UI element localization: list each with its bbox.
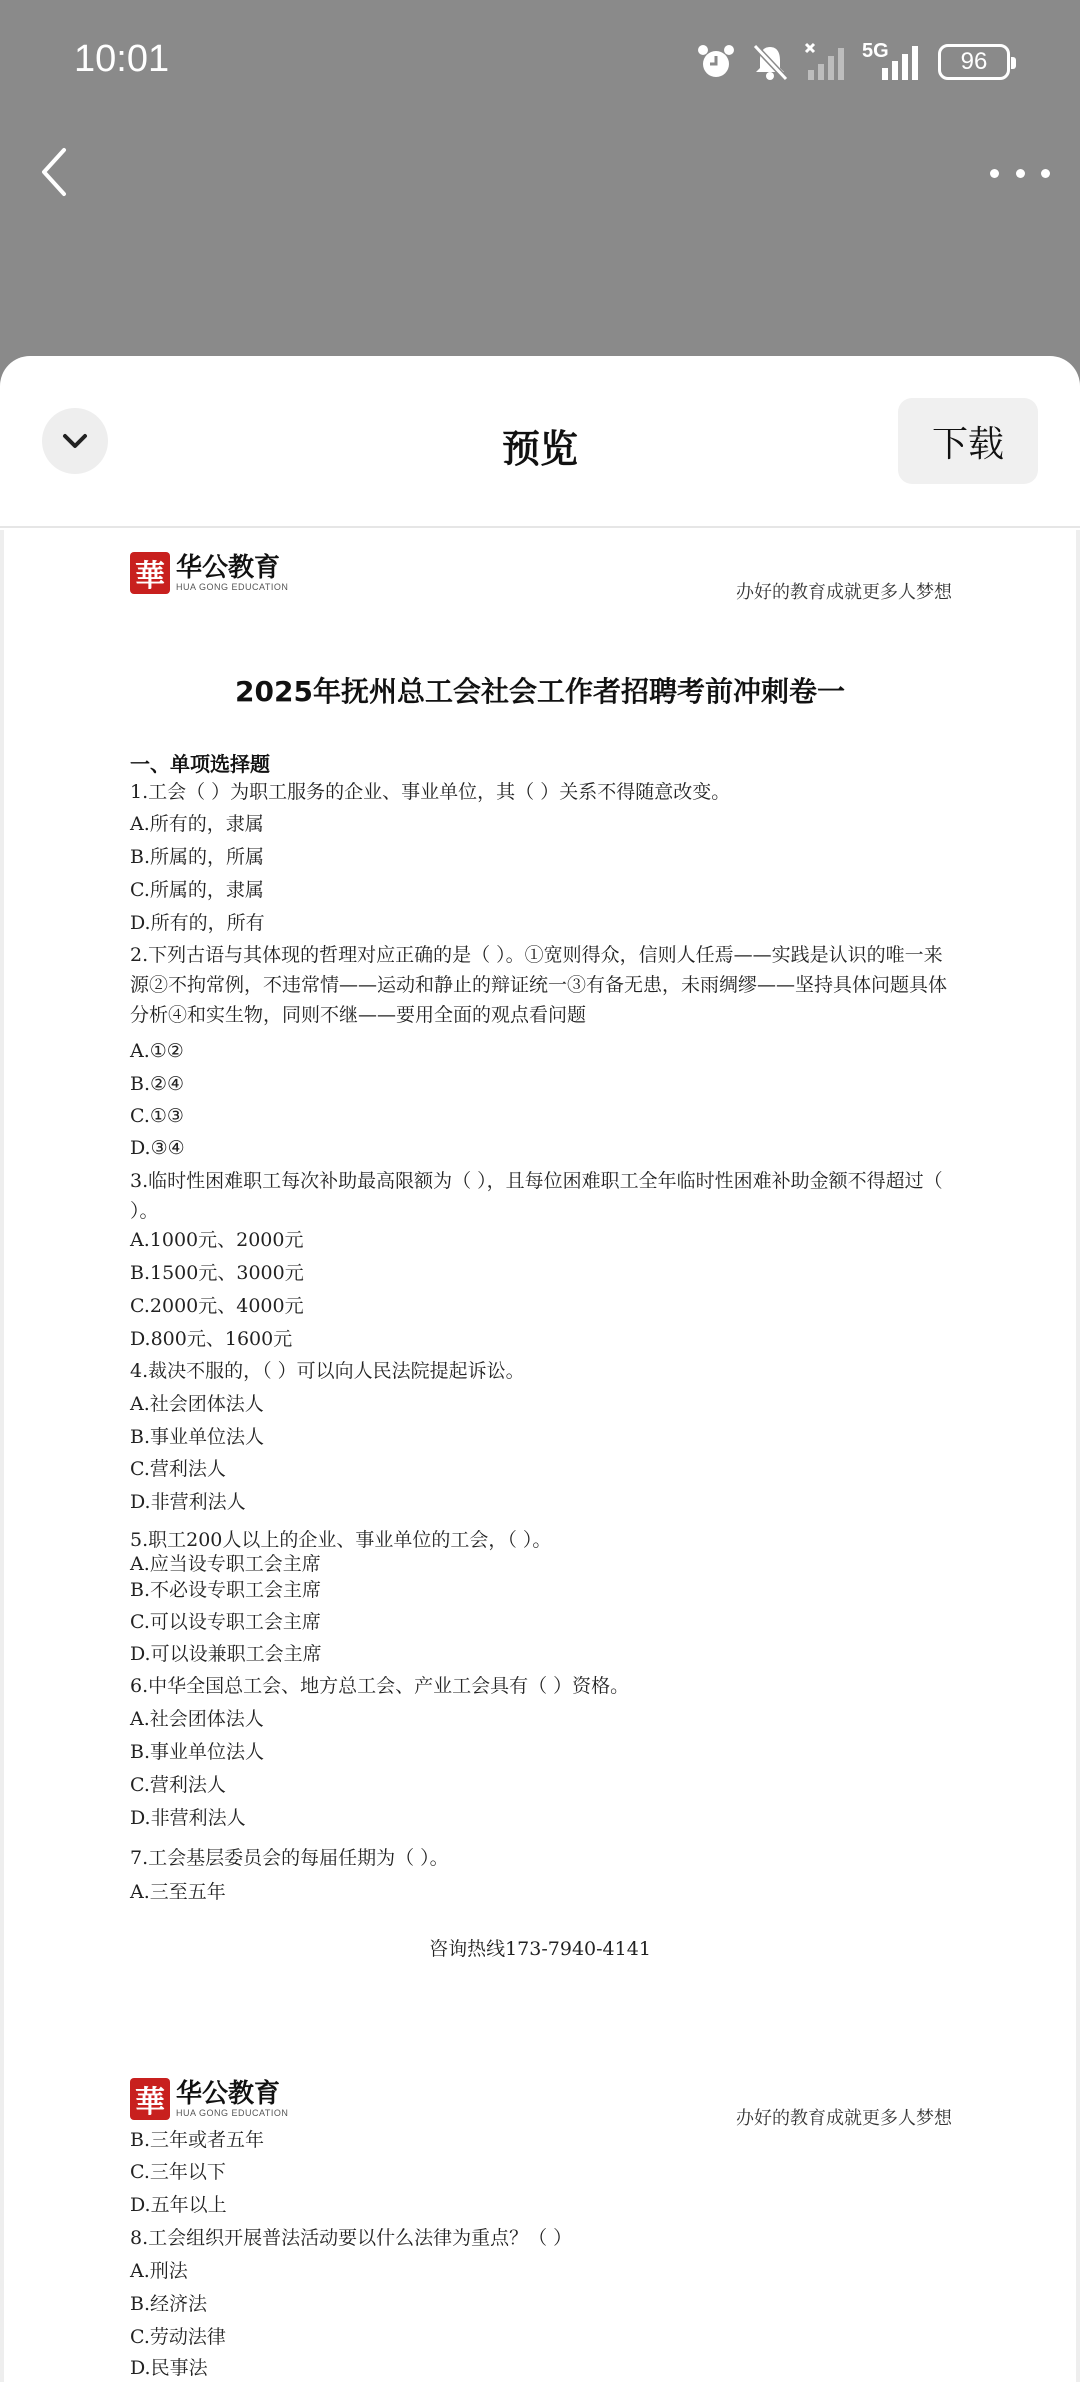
more-icon-dot [1016,169,1025,178]
option-line: A.应当设专职工会主席 [130,1553,321,1575]
signal-icon [804,42,848,82]
option-line: C.劳动法律 [130,2326,226,2348]
question-line: 3.临时性困难职工每次补助最高限额为（ ），且每位困难职工全年临时性困难补助金额不得超过（ ）。 [130,1170,943,1222]
option-line: B.经济法 [130,2293,208,2315]
sheet-title: 预览 [501,427,578,471]
option-line: A.①② [130,1040,184,1062]
battery-level: 96 [960,48,988,75]
option-line: D.③④ [130,1137,185,1159]
slogan: 办好的教育成就更多人梦想 [736,2108,952,2129]
option-line: C.所属的，隶属 [130,879,264,901]
logo-english: HUA GONG EDUCATION [176,2108,289,2118]
option-line: B.三年或者五年 [130,2129,265,2151]
logo-name: 华公教育 [176,553,281,583]
question-line: 8.工会组织开展普法活动要以什么法律为重点？（ ） [130,2227,573,2249]
option-line: B.所属的，所属 [130,846,265,868]
question-line: 4.裁决不服的，（ ）可以向人民法院提起诉讼。 [130,1360,525,1382]
status-bar [0,0,1080,120]
option-line: A.刑法 [130,2260,188,2282]
signal-5g-icon [862,42,924,82]
option-line: D.800元、1600元 [130,1328,293,1350]
logo-english: HUA GONG EDUCATION [176,582,289,592]
option-line: A.社会团体法人 [130,1393,264,1415]
option-line: D.民事法 [130,2357,208,2379]
battery-icon [938,44,1010,80]
logo-mark: 華 [130,2078,170,2120]
option-line: B.1500元、3000元 [130,1262,304,1284]
more-icon [990,169,999,178]
back-icon [30,140,80,204]
network-label: 5G [862,40,889,62]
alarm-icon [696,42,736,82]
option-line: C.营利法人 [130,1774,226,1796]
logo-mark: 華 [130,552,170,594]
sheet-header [0,356,1080,528]
question-line: 2.下列古语与其体现的哲理对应正确的是（ ）。①宽则得众，信则人任焉——实践是认识的唯一来源②不拘常例，不违常情——运动和静止的辩证统一③有备无患，未雨绸缪——坚持具体问题具体分析④和实生物，同则不继——要用全面的观点看问题 [130,944,948,1026]
logo-name: 华公教育 [176,2079,281,2109]
logo-text [176,554,288,592]
more-icon-dot [1041,169,1050,178]
question-line: 7.工会基层委员会的每届任期为（ ）。 [130,1847,449,1869]
option-line: C.2000元、4000元 [130,1295,304,1317]
hotline: 咨询热线173-7940-4141 [429,1938,651,1960]
option-line: C.①③ [130,1105,184,1127]
option-line: D.五年以上 [130,2194,227,2216]
logo [130,552,288,594]
logo [130,2078,288,2120]
back-button[interactable] [30,140,80,204]
option-line: C.三年以下 [130,2161,226,2183]
question-line: 5.职工200人以上的企业、事业单位的工会，（ ）。 [130,1529,552,1551]
option-line: B.不必设专职工会主席 [130,1579,322,1601]
slogan: 办好的教育成就更多人梦想 [736,582,952,603]
option-line: A.所有的，隶属 [130,813,264,835]
option-line: A.社会团体法人 [130,1708,264,1730]
more-button[interactable] [990,150,1050,196]
option-line: C.营利法人 [130,1458,226,1480]
question-line: 6.中华全国总工会、地方总工会、产业工会具有（ ）资格。 [130,1675,630,1697]
option-line: C.可以设专职工会主席 [130,1611,321,1633]
logo-text [176,2080,288,2118]
option-line: D.非营利法人 [130,1807,246,1829]
document-title: 2025年抚州总工会社会工作者招聘考前冲刺卷一 [235,675,845,708]
page-header [130,2078,952,2128]
option-line: D.非营利法人 [130,1491,246,1513]
option-line: D.可以设兼职工会主席 [130,1643,322,1665]
status-time: 10:01 [74,38,170,80]
document-page-2 [4,2056,1076,2382]
mute-icon [750,42,790,82]
option-line: A.三至五年 [130,1881,226,1903]
download-button[interactable]: 下载 [898,398,1038,484]
option-line: D.所有的，所有 [130,912,265,934]
option-line: B.②④ [130,1073,185,1095]
option-line: B.事业单位法人 [130,1426,265,1448]
question-line: 1.工会（ ）为职工服务的企业、事业单位，其（ ）关系不得随意改变。 [130,781,731,803]
section-title: 一、单项选择题 [130,752,270,776]
page-header [130,552,952,602]
status-icons [696,38,1010,86]
option-line: A.1000元、2000元 [130,1229,304,1251]
option-line: B.事业单位法人 [130,1741,265,1763]
